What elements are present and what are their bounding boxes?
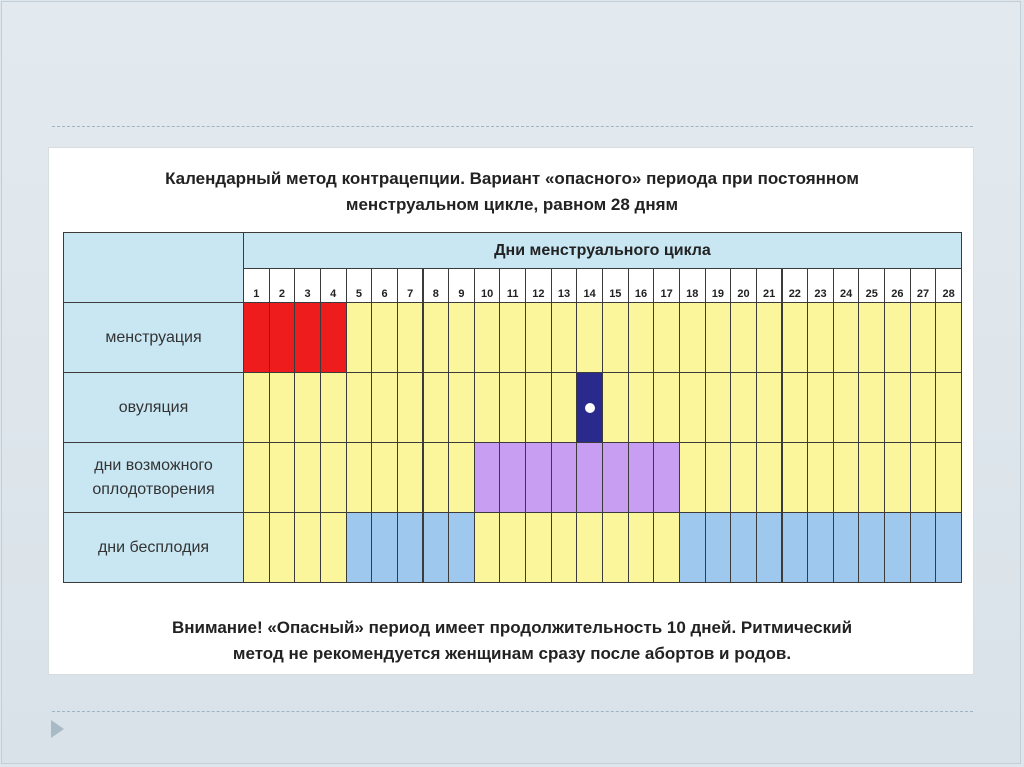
day-cell-empty [397, 442, 424, 513]
day-cell-fertile [551, 442, 578, 513]
top-divider [52, 126, 973, 127]
day-cell-empty [782, 372, 809, 443]
day-number: 1 [243, 268, 270, 303]
day-cell-infertile [705, 512, 732, 583]
day-cell-empty [346, 302, 373, 373]
bottom-divider [52, 711, 973, 712]
row-label-infertile [63, 512, 244, 583]
day-cell-empty [551, 372, 578, 443]
day-cell-infertile [397, 512, 424, 583]
day-cell-empty [371, 372, 398, 443]
day-cell-empty [679, 302, 706, 373]
day-number: 27 [910, 268, 937, 303]
day-cell-fertile [602, 442, 629, 513]
day-cell-empty [782, 442, 809, 513]
figure-title-line-1: Календарный метод контрацепции. Вариант «опасного» периода при постоянном [165, 169, 859, 188]
day-cell-fertile [628, 442, 655, 513]
day-number: 15 [602, 268, 629, 303]
day-cell-empty [346, 372, 373, 443]
day-cell-empty [628, 512, 655, 583]
warning-note-line-2: метод не рекомендуется женщинам сразу после абортов и родов. [232, 644, 792, 663]
day-number: 20 [730, 268, 757, 303]
day-cell-empty [705, 302, 732, 373]
row-label-text [98, 536, 209, 560]
day-cell-empty [602, 302, 629, 373]
day-cell-empty [371, 442, 398, 513]
ovulation-dot-icon [585, 403, 595, 413]
day-cell-empty [884, 372, 911, 443]
day-number: 12 [525, 268, 552, 303]
day-number: 23 [807, 268, 834, 303]
day-number: 9 [448, 268, 475, 303]
day-cell-empty [679, 372, 706, 443]
day-cell-infertile [782, 512, 809, 583]
day-cell-empty [807, 302, 834, 373]
day-cell-empty [756, 372, 783, 443]
day-number: 11 [499, 268, 526, 303]
day-cell-empty [653, 302, 680, 373]
day-cell-fertile [653, 442, 680, 513]
day-cell-empty [243, 372, 270, 443]
day-cell-menstruation [320, 302, 347, 373]
day-cell-empty [269, 372, 296, 443]
day-number: 17 [653, 268, 680, 303]
row-label-text [92, 454, 214, 502]
day-number: 19 [705, 268, 732, 303]
day-cell-empty [730, 302, 757, 373]
day-cell-empty [448, 372, 475, 443]
row-label-line: дни возможного [94, 456, 213, 474]
day-cell-empty [807, 372, 834, 443]
day-cell-infertile [858, 512, 885, 583]
day-cell-empty [525, 302, 552, 373]
cycle-table [49, 148, 975, 676]
day-number: 26 [884, 268, 911, 303]
day-cell-empty [653, 372, 680, 443]
day-cell-empty [935, 302, 962, 373]
day-cell-empty [551, 512, 578, 583]
day-cell-empty [423, 302, 450, 373]
day-number: 6 [371, 268, 398, 303]
row-label-text [105, 326, 201, 350]
day-cell-empty [243, 512, 270, 583]
day-cell-empty [474, 512, 501, 583]
day-cell-empty [423, 372, 450, 443]
day-cell-empty [525, 372, 552, 443]
row-label-ovulation [63, 372, 244, 443]
day-cell-empty [910, 302, 937, 373]
day-cell-empty [320, 372, 347, 443]
day-cell-empty [576, 302, 603, 373]
day-cell-infertile [346, 512, 373, 583]
warning-note-line-1: Внимание! «Опасный» период имеет продолжительность 10 дней. Ритмический [171, 618, 853, 637]
warning-note [49, 615, 975, 667]
day-cell-menstruation [243, 302, 270, 373]
day-cell-empty [320, 442, 347, 513]
day-cell-empty [782, 302, 809, 373]
row-label-menstruation [63, 302, 244, 373]
day-cell-empty [935, 442, 962, 513]
day-cell-empty [448, 442, 475, 513]
row-label-line: менструация [105, 328, 202, 346]
day-cell-infertile [448, 512, 475, 583]
day-cell-infertile [833, 512, 860, 583]
day-number: 5 [346, 268, 373, 303]
table-corner-cell [63, 232, 244, 303]
row-label-line: дни бесплодия [97, 538, 210, 556]
day-cell-empty [858, 302, 885, 373]
day-cell-empty [756, 442, 783, 513]
day-cell-empty [499, 512, 526, 583]
day-cell-infertile [371, 512, 398, 583]
day-cell-empty [807, 442, 834, 513]
day-cell-empty [499, 302, 526, 373]
figure-title-line-2: менструальном цикле, равном 28 дням [345, 195, 679, 214]
row-label-fertile [63, 442, 244, 513]
day-cell-empty [397, 302, 424, 373]
day-cell-infertile [756, 512, 783, 583]
day-cell-empty [833, 372, 860, 443]
day-cell-empty [730, 442, 757, 513]
day-cell-empty [910, 372, 937, 443]
day-cell-empty [884, 302, 911, 373]
day-cell-empty [935, 372, 962, 443]
day-cell-empty [474, 372, 501, 443]
row-label-text [119, 396, 188, 420]
day-number: 16 [628, 268, 655, 303]
day-cell-empty [756, 302, 783, 373]
day-cell-empty [499, 372, 526, 443]
day-cell-empty [423, 442, 450, 513]
day-cell-empty [679, 442, 706, 513]
day-number: 8 [423, 268, 450, 303]
day-cell-empty [884, 442, 911, 513]
day-number: 25 [858, 268, 885, 303]
day-cell-empty [833, 302, 860, 373]
day-number: 24 [833, 268, 860, 303]
day-number: 4 [320, 268, 347, 303]
day-cell-infertile [884, 512, 911, 583]
day-cell-empty [269, 512, 296, 583]
day-cell-empty [576, 512, 603, 583]
day-cell-infertile [935, 512, 962, 583]
day-number: 21 [756, 268, 783, 303]
day-cell-ovulation [576, 372, 603, 443]
day-cell-menstruation [294, 302, 321, 373]
day-cell-fertile [474, 442, 501, 513]
day-cell-fertile [499, 442, 526, 513]
day-cell-empty [628, 372, 655, 443]
day-cell-empty [602, 372, 629, 443]
day-cell-empty [705, 442, 732, 513]
day-cell-empty [371, 302, 398, 373]
table-header: Дни менструального цикла [243, 232, 962, 269]
row-label-line: оплодотворения [92, 480, 215, 498]
day-cell-empty [448, 302, 475, 373]
next-arrow-icon[interactable] [51, 720, 64, 738]
day-number: 28 [935, 268, 962, 303]
day-number: 2 [269, 268, 296, 303]
day-cell-empty [833, 442, 860, 513]
calendar-figure [48, 147, 974, 675]
day-cell-infertile [730, 512, 757, 583]
day-cell-empty [858, 442, 885, 513]
day-cell-empty [346, 442, 373, 513]
day-number: 3 [294, 268, 321, 303]
day-cell-menstruation [269, 302, 296, 373]
day-cell-empty [551, 302, 578, 373]
day-cell-empty [397, 372, 424, 443]
day-cell-empty [320, 512, 347, 583]
day-number: 13 [551, 268, 578, 303]
day-cell-infertile [423, 512, 450, 583]
day-cell-empty [628, 302, 655, 373]
day-cell-infertile [679, 512, 706, 583]
row-label-line: овуляция [118, 398, 189, 416]
day-cell-fertile [576, 442, 603, 513]
day-number: 7 [397, 268, 424, 303]
day-number: 22 [782, 268, 809, 303]
day-cell-empty [730, 372, 757, 443]
day-cell-empty [858, 372, 885, 443]
day-number: 10 [474, 268, 501, 303]
day-cell-empty [269, 442, 296, 513]
day-cell-empty [705, 372, 732, 443]
day-cell-infertile [910, 512, 937, 583]
day-cell-empty [294, 372, 321, 443]
day-cell-infertile [807, 512, 834, 583]
day-cell-empty [525, 512, 552, 583]
day-cell-empty [474, 302, 501, 373]
day-number: 18 [679, 268, 706, 303]
day-cell-empty [602, 512, 629, 583]
day-cell-empty [243, 442, 270, 513]
day-cell-fertile [525, 442, 552, 513]
day-cell-empty [294, 442, 321, 513]
day-cell-empty [653, 512, 680, 583]
day-cell-empty [910, 442, 937, 513]
day-number: 14 [576, 268, 603, 303]
day-cell-empty [294, 512, 321, 583]
